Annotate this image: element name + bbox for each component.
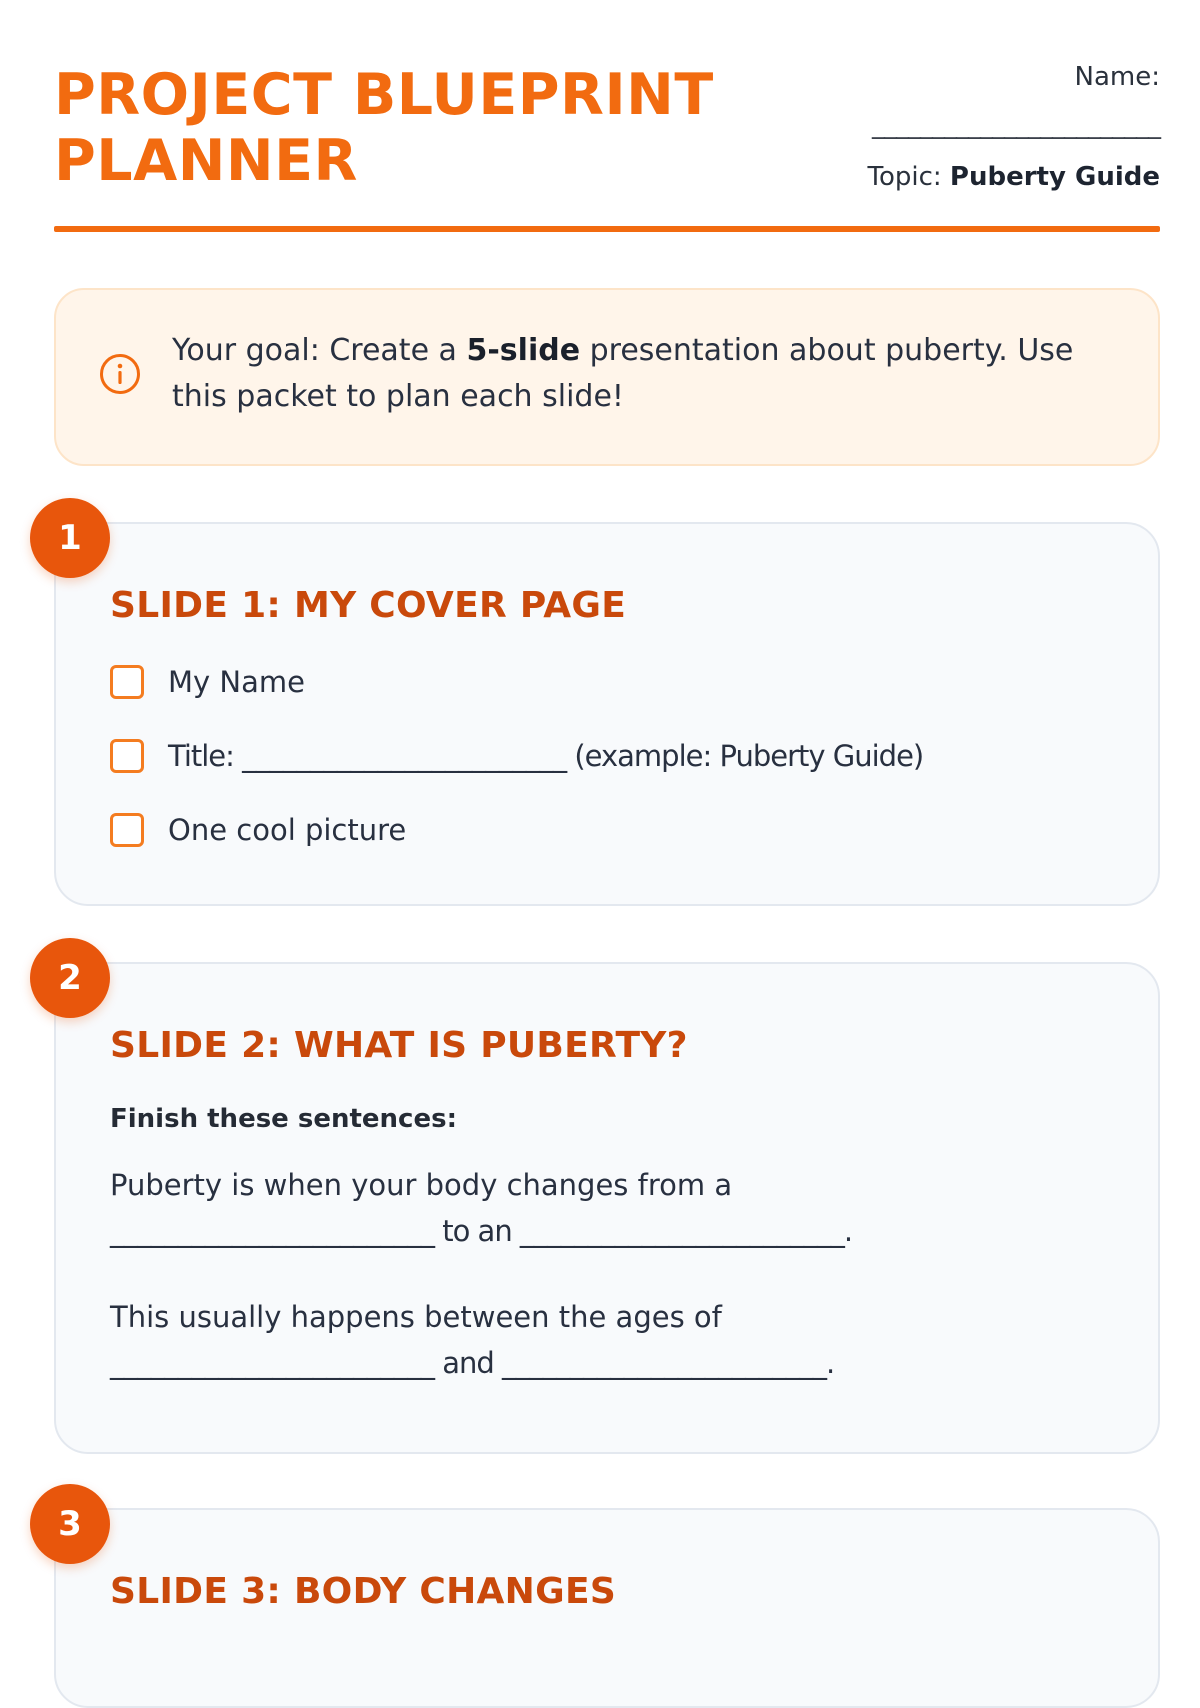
goal-text-suffix: presentation about puberty. Use this packet to plan each slide! <box>172 333 1074 414</box>
checkbox[interactable] <box>110 813 144 847</box>
checklist-item[interactable] <box>110 810 406 850</box>
topic-line <box>868 162 1161 192</box>
instruction-label: Finish these sentences: <box>110 1104 457 1134</box>
slide-card-2 <box>54 962 1160 1454</box>
fill-in-sentence-1[interactable] <box>110 1162 1070 1254</box>
sentence-blanks[interactable]: ________________________ to an ________________________. <box>110 1214 853 1248</box>
info-circle-icon <box>98 352 142 396</box>
page-title <box>54 62 714 194</box>
topic-label: Topic: <box>867 162 942 192</box>
slide-2-title: SLIDE 2: WHAT IS PUBERTY? <box>110 1025 688 1066</box>
title-line-1: PROJECT BLUEPRINT <box>54 62 714 128</box>
checklist-label: One cool picture <box>168 813 407 847</box>
goal-text-prefix: Your goal: Create a <box>172 333 467 368</box>
checklist-item[interactable] <box>110 736 923 776</box>
sentence-line: Puberty is when your body changes from a <box>110 1168 733 1202</box>
title-line-2: PLANNER <box>54 128 358 194</box>
header-divider <box>54 226 1160 232</box>
topic-value: Puberty Guide <box>949 162 1160 192</box>
slide-number-badge-2: 2 <box>30 938 110 1018</box>
slide-card-3 <box>54 1508 1160 1708</box>
slide-number-badge-1: 1 <box>30 498 110 578</box>
checklist-item[interactable] <box>110 662 305 702</box>
header <box>54 62 1160 192</box>
name-blank[interactable]: ________________________ <box>872 110 1160 140</box>
sentence-line: This usually happens between the ages of <box>110 1300 722 1334</box>
fill-in-sentence-2[interactable] <box>110 1294 1070 1386</box>
goal-callout <box>54 288 1160 466</box>
checklist-label: Title: ________________________ (example: Puberty Guide) <box>168 739 924 773</box>
slide-1-title: SLIDE 1: MY COVER PAGE <box>110 585 627 626</box>
slide-card-1 <box>54 522 1160 906</box>
checklist-label: My Name <box>168 665 305 699</box>
slide-number-badge-3: 3 <box>30 1484 110 1564</box>
checkbox[interactable] <box>110 739 144 773</box>
goal-text-bold: 5-slide <box>466 333 581 368</box>
slide-3-title: SLIDE 3: BODY CHANGES <box>110 1571 617 1612</box>
checkbox[interactable] <box>110 665 144 699</box>
goal-text <box>172 328 1102 420</box>
name-label: Name: <box>1074 62 1160 92</box>
sentence-blanks[interactable]: ________________________ and ________________________. <box>110 1346 835 1380</box>
